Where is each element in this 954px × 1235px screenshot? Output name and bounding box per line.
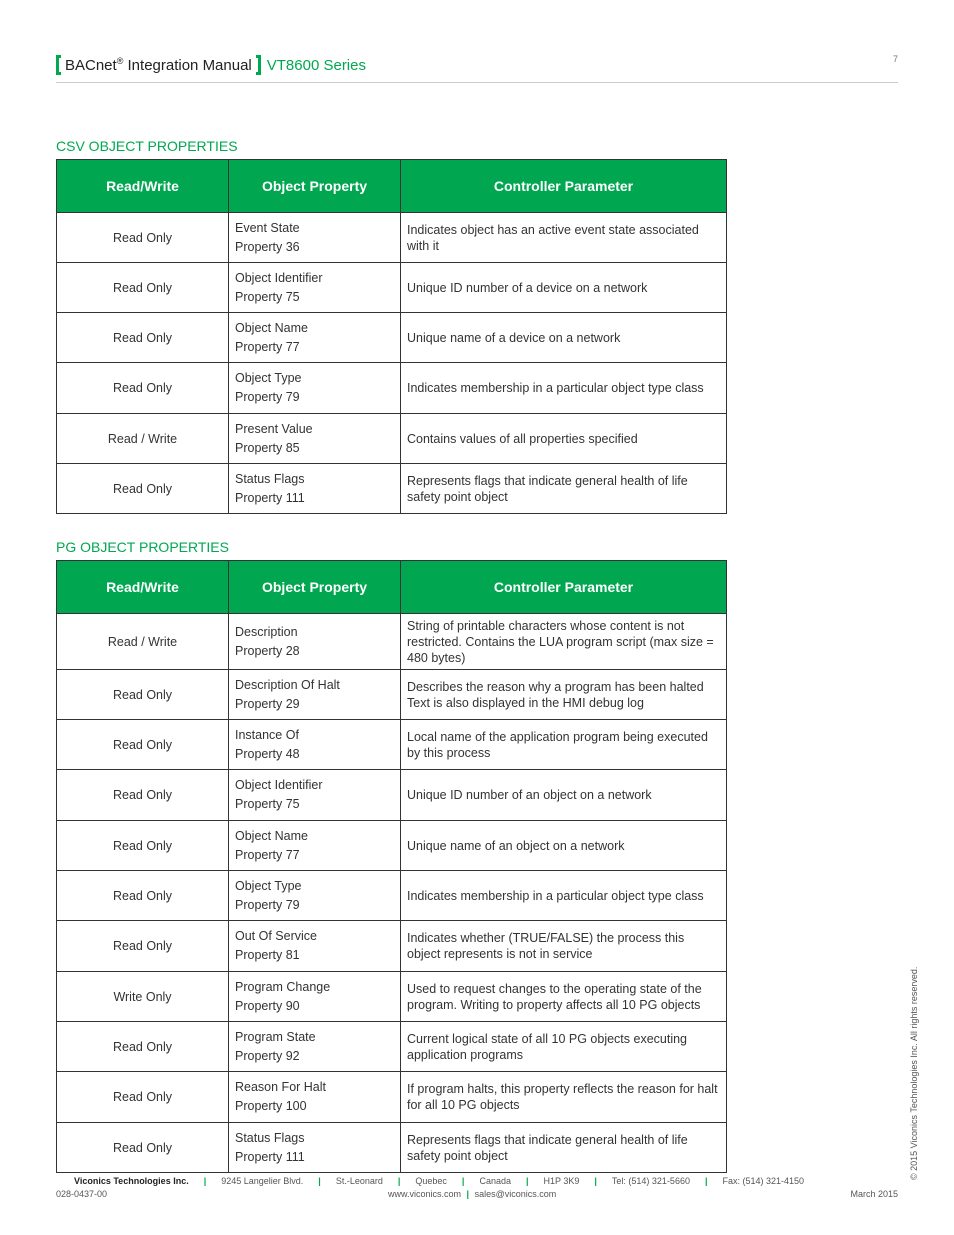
footer-doc-number: 028-0437-00 (56, 1189, 108, 1199)
object-property-cell (229, 263, 401, 313)
property-id: Property 77 (235, 847, 300, 862)
read-write-cell: Read Only (57, 1123, 229, 1173)
controller-parameter-cell: Indicates object has an active event state associated with it (401, 213, 727, 263)
controller-parameter-cell: Unique ID number of a device on a network (401, 263, 727, 313)
column-header-object-property: Object Property (229, 160, 401, 213)
controller-parameter-cell: Unique name of a device on a network (401, 313, 727, 363)
column-header-controller-parameter: Controller Parameter (401, 160, 727, 213)
object-property-cell (229, 871, 401, 921)
controller-parameter-cell: Indicates membership in a particular object type class (401, 363, 727, 414)
property-name: Status Flags (235, 471, 305, 486)
read-write-cell: Read Only (57, 871, 229, 921)
csv-properties-table (56, 159, 727, 514)
table-row (57, 770, 727, 821)
controller-parameter-cell: Describes the reason why a program has been halted Text is also displayed in the HMI debug log (401, 670, 727, 720)
column-header-read-write: Read/Write (57, 561, 229, 614)
table-header-row (57, 561, 727, 614)
csv-section-title: CSV OBJECT PROPERTIES (56, 138, 238, 154)
property-name: Object Type (235, 878, 302, 893)
property-name: Event State (235, 220, 300, 235)
controller-parameter-cell: Unique name of an object on a network (401, 821, 727, 871)
controller-parameter-cell: Represents flags that indicate general health of life safety point object (401, 464, 727, 514)
controller-parameter-cell: String of printable characters whose content is not restricted. Contains the LUA program script (max size = 480 bytes) (401, 614, 727, 670)
read-write-cell: Read / Write (57, 614, 229, 670)
property-id: Property 90 (235, 998, 300, 1013)
object-property-cell (229, 363, 401, 414)
header-divider (56, 82, 898, 83)
table-row (57, 821, 727, 871)
column-header-controller-parameter: Controller Parameter (401, 561, 727, 614)
property-name: Present Value (235, 421, 313, 436)
object-property-cell (229, 670, 401, 720)
read-write-cell: Read Only (57, 464, 229, 514)
table-row (57, 670, 727, 720)
property-name: Object Name (235, 320, 308, 335)
table-row (57, 363, 727, 414)
manual-title (56, 52, 366, 78)
read-write-cell: Read Only (57, 770, 229, 821)
controller-parameter-cell: Unique ID number of an object on a network (401, 770, 727, 821)
property-id: Property 75 (235, 797, 300, 811)
object-property-cell (229, 921, 401, 972)
footer-date: March 2015 (850, 1189, 898, 1199)
property-id: Property 77 (235, 339, 300, 354)
property-name: Object Type (235, 371, 302, 385)
property-id: Property 75 (235, 289, 300, 304)
table-header-row (57, 160, 727, 213)
object-property-cell (229, 770, 401, 821)
object-property-cell (229, 313, 401, 363)
controller-parameter-cell: Indicates whether (TRUE/FALSE) the process this object represents is not in service (401, 921, 727, 972)
column-header-read-write: Read/Write (57, 160, 229, 213)
property-id: Property 36 (235, 239, 300, 254)
property-name: Program State (235, 1029, 316, 1044)
property-name: Reason For Halt (235, 1080, 327, 1094)
table-row (57, 1022, 727, 1072)
object-property-cell (229, 1072, 401, 1123)
footer-fax: Fax: (514) 321-4150 (722, 1176, 805, 1186)
copyright-notice: © 2015 Viconics Technologies Inc. All rights reserved. (909, 966, 919, 1180)
table-row (57, 921, 727, 972)
controller-parameter-cell: Current logical state of all 10 PG objects executing application programs (401, 1022, 727, 1072)
object-property-cell (229, 972, 401, 1022)
property-name: Object Name (235, 828, 308, 843)
read-write-cell: Read Only (57, 263, 229, 313)
right-bracket-icon (256, 55, 261, 75)
property-name: Instance Of (235, 727, 299, 742)
controller-parameter-cell: Indicates membership in a particular object type class (401, 871, 727, 921)
table-row (57, 972, 727, 1022)
object-property-cell (229, 464, 401, 514)
controller-parameter-cell: Used to request changes to the operating state of the program. Writing to property affects all 10 PG objects (401, 972, 727, 1022)
property-id: Property 85 (235, 440, 300, 455)
property-name: Status Flags (235, 1130, 305, 1145)
table-row (57, 414, 727, 464)
read-write-cell: Read Only (57, 720, 229, 770)
property-id: Property 111 (235, 490, 305, 505)
property-name: Out Of Service (235, 929, 317, 943)
table-row (57, 720, 727, 770)
pg-properties-table (56, 560, 727, 1173)
read-write-cell: Read Only (57, 921, 229, 972)
column-header-object-property: Object Property (229, 561, 401, 614)
footer-company: Viconics Technologies Inc. (74, 1176, 189, 1186)
object-property-cell (229, 614, 401, 670)
controller-parameter-cell: Local name of the application program being executed by this process (401, 720, 727, 770)
read-write-cell: Read Only (57, 821, 229, 871)
object-property-cell (229, 213, 401, 263)
property-id: Property 111 (235, 1149, 305, 1164)
read-write-cell: Read Only (57, 1072, 229, 1123)
read-write-cell: Read Only (57, 670, 229, 720)
property-name: Program Change (235, 979, 331, 994)
property-id: Property 81 (235, 948, 300, 962)
footer-city: St.-Leonard (335, 1176, 383, 1186)
table-row (57, 1072, 727, 1123)
property-id: Property 48 (235, 746, 300, 761)
footer-web: www.viconics.com | sales@viconics.com (388, 1189, 557, 1199)
property-id: Property 100 (235, 1099, 307, 1113)
property-id: Property 29 (235, 696, 300, 711)
table-row (57, 263, 727, 313)
left-bracket-icon (56, 55, 61, 75)
pg-section-title: PG OBJECT PROPERTIES (56, 539, 229, 555)
object-property-cell (229, 414, 401, 464)
read-write-cell: Read / Write (57, 414, 229, 464)
read-write-cell: Write Only (57, 972, 229, 1022)
page-header (56, 52, 898, 82)
footer-email-link[interactable]: sales@viconics.com (474, 1189, 557, 1199)
footer-postal: H1P 3K9 (543, 1176, 580, 1186)
property-id: Property 28 (235, 643, 300, 658)
read-write-cell: Read Only (57, 313, 229, 363)
property-id: Property 79 (235, 390, 300, 404)
page-number: 7 (892, 54, 898, 64)
table-row (57, 313, 727, 363)
footer-country: Canada (479, 1176, 511, 1186)
object-property-cell (229, 1022, 401, 1072)
controller-parameter-cell: If program halts, this property reflects the reason for halt for all 10 PG objects (401, 1072, 727, 1123)
object-property-cell (229, 1123, 401, 1173)
property-id: Property 92 (235, 1048, 300, 1063)
property-name: Object Identifier (235, 778, 323, 792)
object-property-cell (229, 821, 401, 871)
footer-website-link[interactable]: www.viconics.com (388, 1189, 462, 1199)
property-id: Property 79 (235, 897, 300, 912)
table-row (57, 614, 727, 670)
manual-name: BACnet® Integration Manual (65, 56, 252, 74)
footer-province: Quebec (415, 1176, 447, 1186)
footer-address: 9245 Langelier Blvd. (221, 1176, 304, 1186)
property-name: Description Of Halt (235, 677, 340, 692)
table-row (57, 213, 727, 263)
table-row (57, 871, 727, 921)
property-name: Description (235, 624, 298, 639)
footer-tel: Tel: (514) 321-5660 (611, 1176, 690, 1186)
table-row (57, 464, 727, 514)
table-row (57, 1123, 727, 1173)
read-write-cell: Read Only (57, 213, 229, 263)
property-name: Object Identifier (235, 270, 323, 285)
series-name: VT8600 Series (266, 56, 366, 74)
controller-parameter-cell: Contains values of all properties specified (401, 414, 727, 464)
read-write-cell: Read Only (57, 363, 229, 414)
footer-contact-line: Viconics Technologies Inc. | 9245 Langelier Blvd. | St.-Leonard | Quebec | Canada | H1P 3K9 | Tel: (514) 321-5660 | Fax: (514) 321-4150 (74, 1176, 805, 1186)
controller-parameter-cell: Represents flags that indicate general health of life safety point object (401, 1123, 727, 1173)
object-property-cell (229, 720, 401, 770)
read-write-cell: Read Only (57, 1022, 229, 1072)
